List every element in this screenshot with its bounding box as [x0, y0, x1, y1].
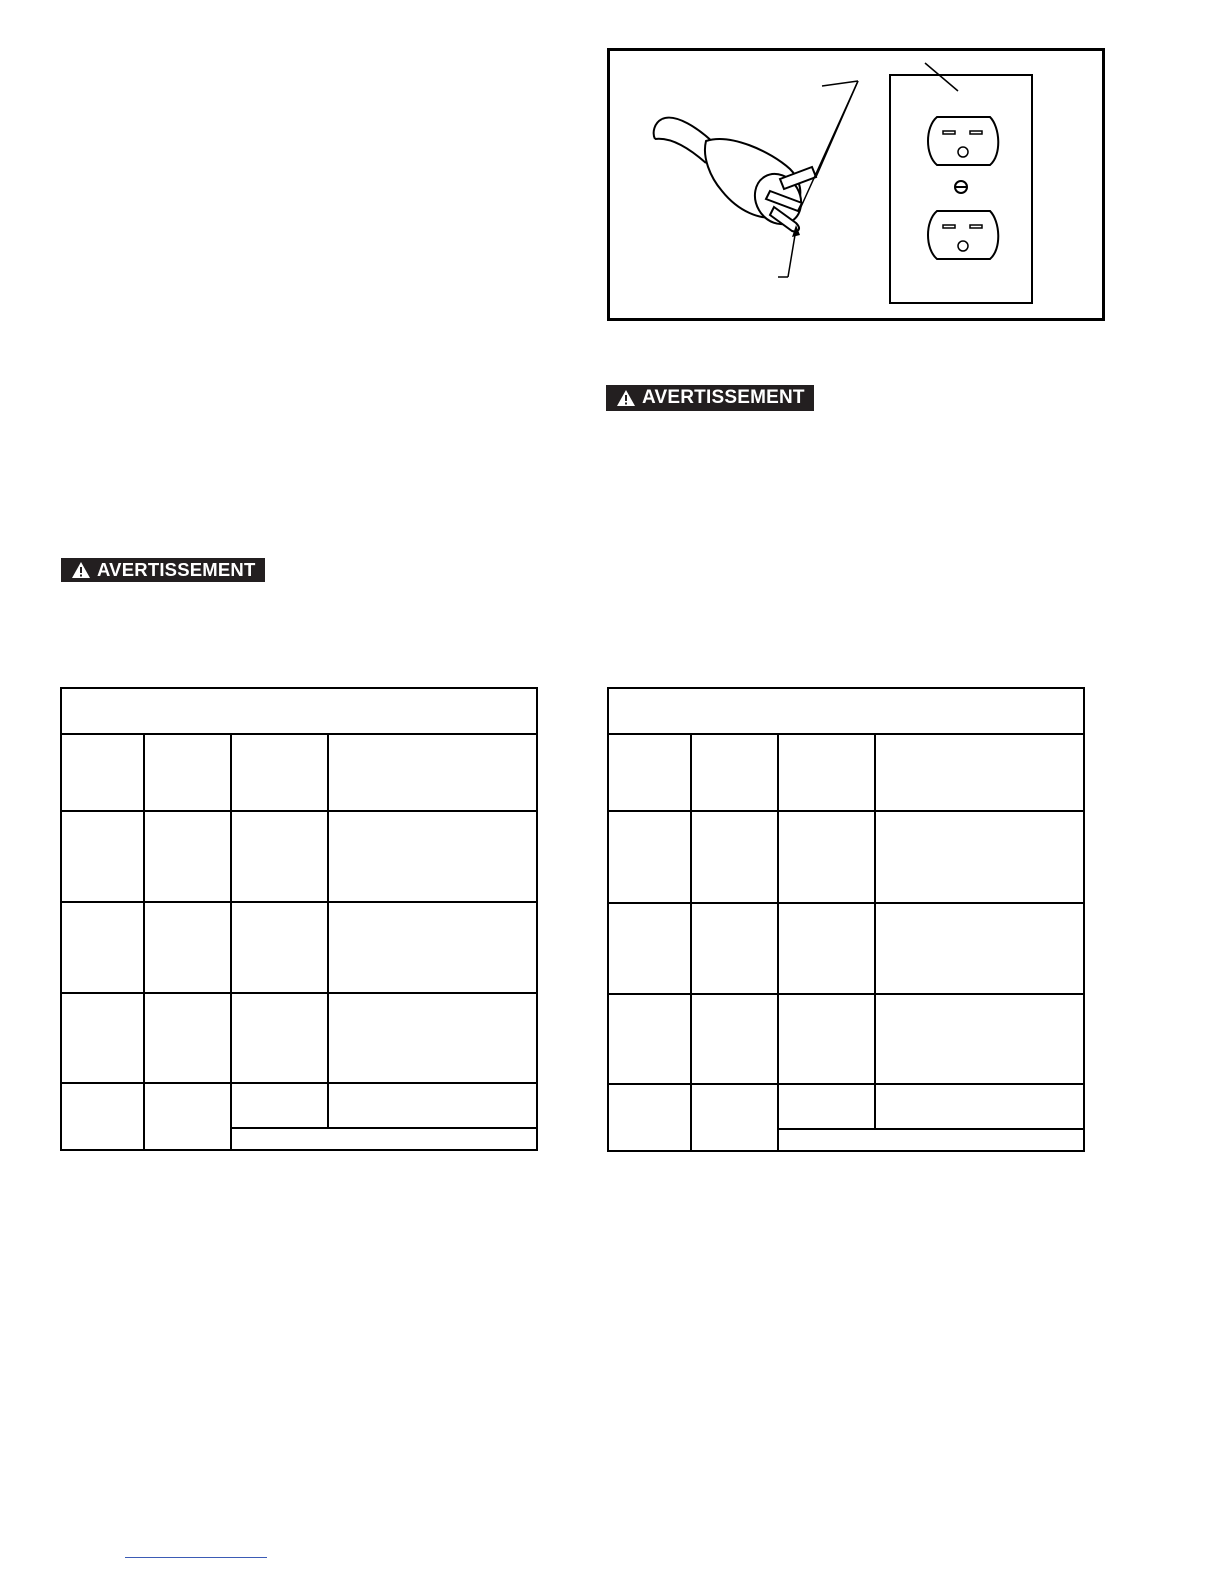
- table-row: [608, 903, 1084, 993]
- table-row: [61, 811, 537, 902]
- table-header-cell: [691, 734, 778, 811]
- power-plug-icon: [654, 81, 858, 277]
- table-row: [61, 1083, 537, 1128]
- table-header-cell: [61, 734, 144, 811]
- table-title: [608, 688, 1084, 734]
- table-header-cell: [231, 734, 328, 811]
- warning-badge: [61, 558, 265, 582]
- warning-label: AVERTISSEMENT: [642, 387, 805, 408]
- footer-link-underline[interactable]: [125, 1557, 267, 1558]
- table-header-cell: [608, 734, 691, 811]
- warning-triangle-icon: [616, 389, 636, 407]
- table-row: [608, 811, 1084, 903]
- plug-outlet-figure: [607, 48, 1105, 321]
- table-row: [608, 994, 1084, 1084]
- table-title: [61, 688, 537, 734]
- table-header-cell: [144, 734, 231, 811]
- warning-badge: [606, 385, 814, 411]
- table-row: [61, 902, 537, 992]
- warning-triangle-icon: [71, 561, 91, 579]
- table-row: [61, 993, 537, 1083]
- extension-cord-table-right: [607, 687, 1085, 1152]
- warning-label: AVERTISSEMENT: [97, 559, 256, 580]
- table-header-cell: [875, 734, 1084, 811]
- duplex-outlet-icon: [890, 63, 1032, 303]
- table-header-cell: [328, 734, 537, 811]
- table-row: [608, 1084, 1084, 1129]
- extension-cord-table-left: [60, 687, 538, 1151]
- table-header-cell: [778, 734, 875, 811]
- plug-outlet-drawing: [610, 51, 1102, 318]
